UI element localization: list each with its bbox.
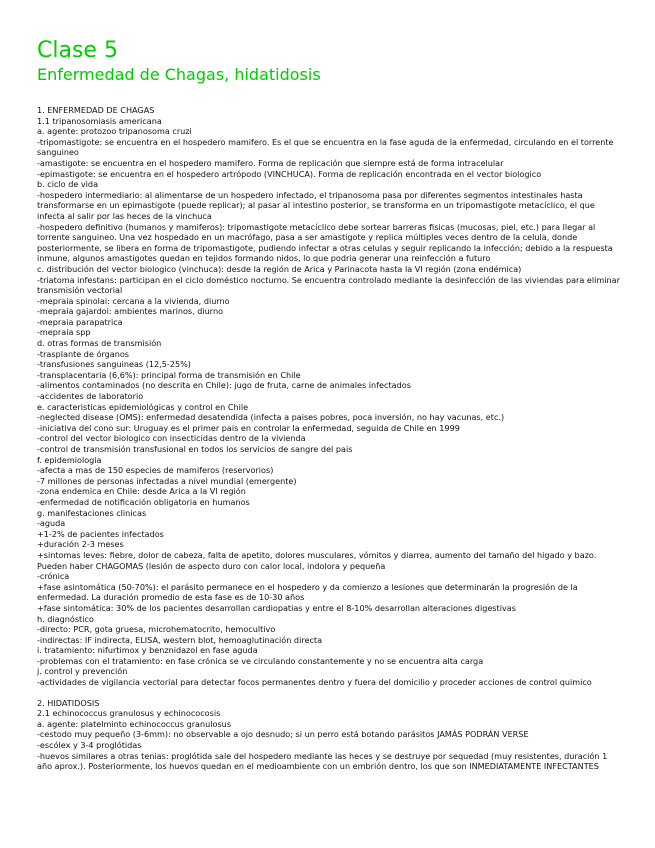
text-line: -huevos similares a otras tenias: proglótida sale del hospedero mediante las heces y se destruye por sequedad (muy resistentes, duración 1 año aprox.). Posteriormente, los huevos quedan en el medioambiente con un embrión dentro, los que son INMEDIATAMENTE INFECTANTES <box>37 750 608 772</box>
text-line: -mepraia spp <box>37 327 91 338</box>
section-divider-space <box>37 688 623 698</box>
text-line: -crónica <box>37 571 70 582</box>
text-line: -tripomastigote: se encuentra en el hospedero mamifero. Es el que se encuentra en la fase aguda de la enfermedad, circulando en el torrente sanguineo <box>37 136 614 158</box>
page-subtitle: Enfermedad de Chagas, hidatidosis <box>37 65 321 84</box>
text-line: c. distribución del vector biologico (vinchuca): desde la región de Arica y Parinacota hasta la VI región (zona endémica) <box>37 263 522 274</box>
text-line: h. diagnóstico <box>37 613 94 624</box>
text-line: -amastigote: se encuentra en el hospedero mamifero. Forma de replicación que siempre está de forma intracelular <box>37 157 504 168</box>
text-line: f. epidemiologia <box>37 454 102 465</box>
text-line: +duración 2-3 meses <box>37 539 124 550</box>
text-line: j. control y prevención <box>37 666 128 677</box>
text-line: i. tratamiento: nifurtimox y benznidazol en fase aguda <box>37 645 258 656</box>
text-line: -control de transmisión transfusional en todos los servicios de sangre del pais <box>37 444 353 454</box>
text-line: -zona endemica en Chile: desde Arica a la VI región <box>37 486 246 497</box>
text-line: -7 millones de personas infectadas a nivel mundial (emergente) <box>37 475 297 486</box>
text-line: +1-2% de pacientes infectados <box>37 528 164 539</box>
text-line: 1.1 tripanosomiasis americana <box>37 115 162 126</box>
text-line: +fase asintomática (50-70%): el parásito permanece en el hospedero y da comienzo a lesiones que determinarán la progresión de la enfermedad. La duración promedio de esta fase es de 10-30 años <box>37 581 578 603</box>
text-line: -control del vector biologico con insecticidas dentro de la vivienda <box>37 433 306 444</box>
text-line: 2. HIDATIDOSIS <box>37 697 100 708</box>
text-line: -afecta a mas de 150 especies de mamiferos (reservorios) <box>37 465 274 476</box>
text-line: -mepraia parapatrica <box>37 316 123 327</box>
section-chagas <box>37 105 623 688</box>
text-line: -cestodo muy pequeño (3-6mm): no observable a ojo desnudo; si un perro está botando parásitos JAMÁS PODRÁN VERSE <box>37 729 529 740</box>
text-line: -iniciativa del cono sur: Uruguay es el primer pais en controlar la enfermedad, seguida de Chile en 1999 <box>37 422 460 433</box>
text-line: -mepraia spinolai: cercana a la vivienda, diurno <box>37 295 230 306</box>
text-line: -trasplante de órganos <box>37 348 130 359</box>
text-line: -transfusiones sanguineas (12,5-25%) <box>37 359 191 370</box>
text-line: -neglected disease (OMS): enfermedad desatendida (infecta a paises pobres, poca inversión, no hay vacunas, etc.) <box>37 412 505 423</box>
text-line: -hospedero intermediario: al alimentarse de un hospedero infectado, el tripanosoma pasa por diferentes segmentos intestinales hasta transformarse en un epimastigote (puede replicar); al pasar al intestino posterior, se transforma en un tripomastigote metacíclico, el que infecta al salir por las heces de la vinchuca <box>37 189 595 221</box>
text-line: -escólex y 3-4 proglótidas <box>37 740 142 751</box>
text-line: g. manifestaciones clinicas <box>37 507 147 518</box>
page-title: Clase 5 <box>37 38 118 63</box>
text-line: +sintomas leves: fiebre, dolor de cabeza, falta de apetito, dolores musculares, vómitos y diarrea, aumento del tamaño del higado y bazo. Pueden haber CHAGOMAS (lesión de aspecto duro con calor local, indolora y pequeña <box>37 549 597 571</box>
text-line: b. ciclo de vida <box>37 179 99 190</box>
text-line: -enfermedad de notificación obligatoria en humanos <box>37 496 250 507</box>
text-line: -triatoma infestans: participan en el ciclo doméstico nocturno. Se encuentra controlado mediante la desinfección de las viviendas para eliminar transmisión vectorial <box>37 274 620 296</box>
section-hidatidosis <box>37 698 623 772</box>
text-line: d. otras formas de transmisión <box>37 338 162 349</box>
text-line: -mepraia gajardoi: ambientes marinos, diurno <box>37 306 224 317</box>
text-line: +fase sintomática: 30% de los pacientes desarrollan cardiopatias y entre el 8-10% desarrollan alteraciones digestivas <box>37 602 516 613</box>
text-line: -accidentes de laboratorio <box>37 391 144 402</box>
text-line: -actividades de vigilancia vectorial para detectar focos permanentes dentro y fuera del domicilio y proceder acciones de control quimico <box>37 677 592 688</box>
text-line: -alimentos contaminados (no descrita en Chile): jugo de fruta, carne de animales infectados <box>37 380 411 391</box>
text-line: 1. ENFERMEDAD DE CHAGAS <box>37 105 155 115</box>
text-line: a. agente: platelminto echinococcus granulosus <box>37 718 232 729</box>
text-line: -directo: PCR, gota gruesa, microhematocrito, hemocultivo <box>37 624 276 635</box>
text-line: a. agente: protozoo tripanosoma cruzi <box>37 126 192 137</box>
text-line: -problemas con el tratamiento: en fase crónica se ve circulando constantemente y no se encuentra alta carga <box>37 655 484 666</box>
text-line: e. caracteristicas epidemiológicas y control en Chile <box>37 401 249 412</box>
text-line: -aguda <box>37 518 66 529</box>
text-line: -transplacentaria (6,6%): principal forma de transmisión en Chile <box>37 369 301 380</box>
text-line: -epimastigote: se encuentra en el hospedero artrópodo (VINCHUCA). Forma de replicación encontrada en el vector biologico <box>37 168 542 179</box>
text-line: -indirectas: IF indirecta, ELISA, western blot, hemoaglutinación directa <box>37 634 323 645</box>
text-line: 2.1 echinococcus granulosus y echinococosis <box>37 708 221 719</box>
text-line: -hospedero definitivo (humanos y mamiferos): tripomastigote metacíclico debe sortear barreras fisicas (mucosas, piel, etc.) para llegar al torrente sanguineo. Una vez hospedado en un macrófago, pasa a ser amastigote y replica múltiples veces dentro de la celula, donde posteriormente, se libera en forma de tripomastigote, pudiendo infectar a otras celulas y seguir replicando la infección; debido a la respuesta inmune, algunos amastigotes quedan en tejidos formando nidos, lo que podria generar una reinfección a futuro <box>37 221 613 264</box>
